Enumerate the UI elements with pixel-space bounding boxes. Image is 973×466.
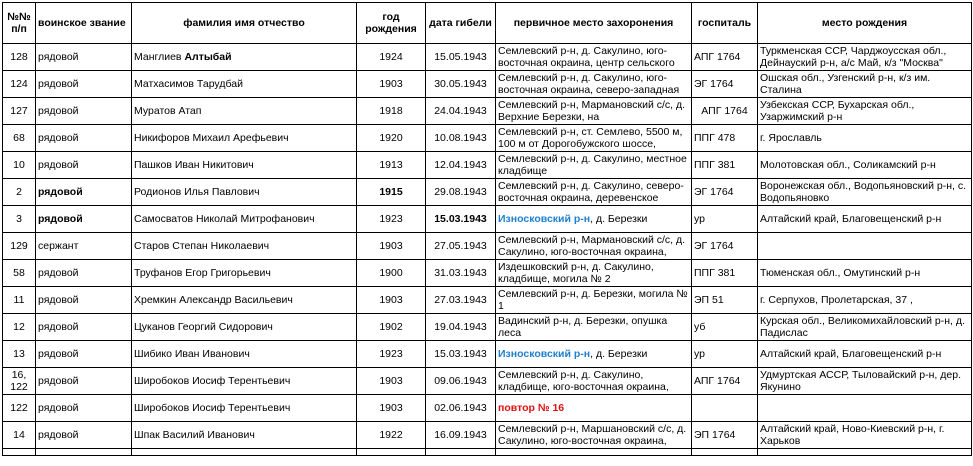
birthplace-text: Воронежская обл., Водопьяновский р-н, с. Водопьяновко xyxy=(760,180,966,204)
cell-name: Пашков Иван Никитович xyxy=(132,152,357,179)
burial-text: Семлевский р-н, Мармановский с/с, д. Сакулино, юго-восточная окраина, xyxy=(498,234,686,258)
birthplace-text: Алтайский край, Благовещенский р-н xyxy=(760,348,942,360)
cell-hospital: ур xyxy=(692,206,758,233)
cell-burial xyxy=(496,341,692,368)
cell-rank: рядовой xyxy=(36,71,132,98)
cell-burial xyxy=(496,287,692,314)
cell-hospital: уб xyxy=(692,314,758,341)
cell-num: 129 xyxy=(3,233,36,260)
burial-district-link[interactable]: Износковский р-н xyxy=(498,348,591,360)
name-highlight: Алтыбай xyxy=(184,51,232,63)
birthplace-text: Узбекская ССР, Бухарская обл., Узаржимский р-н xyxy=(760,99,915,123)
name-part: Манглиев xyxy=(134,51,185,63)
cell-birth-year: 1900 xyxy=(357,260,426,287)
cell-rank: рядовой xyxy=(36,125,132,152)
cell-birthplace xyxy=(758,395,972,422)
cell-hospital: ППГ 381 xyxy=(692,152,758,179)
cell-name: Широбоков Иосиф Терентьевич xyxy=(132,395,357,422)
burial-text: , д. Березки xyxy=(590,213,648,225)
birthplace-text: Курская обл., Великомихайловский р-н, д. Падислас xyxy=(760,315,965,339)
birthplace-text: г. Ярославль xyxy=(760,132,822,144)
burial-text: Семлевский р-н, д. Сакулино, местное кладбище xyxy=(498,153,687,177)
cell-burial xyxy=(496,152,692,179)
cell-burial xyxy=(496,98,692,125)
birthplace-text: Тюменская обл., Омутинский р-н xyxy=(760,267,921,279)
cell-num: 128 xyxy=(3,44,36,71)
cell-num: 127 xyxy=(3,98,36,125)
cell-hospital xyxy=(692,395,758,422)
table-row xyxy=(3,125,972,152)
cell-num: 3 xyxy=(3,206,36,233)
cell-birthplace xyxy=(758,152,972,179)
cell-birth-year: 1902 xyxy=(357,314,426,341)
burial-text: Семлевский р-н, д. Березки, могила № 1 xyxy=(498,288,688,312)
cell-death-date: 15.03.1943 xyxy=(426,206,496,233)
cell-rank: рядовой xyxy=(36,98,132,125)
cell-name: Хремкин Александр Васильевич xyxy=(132,287,357,314)
burial-text: Семлевский р-н, д. Сакулино, юго-восточная окраина, центр сельского xyxy=(498,45,675,69)
cell-birth-year: 1903 xyxy=(357,287,426,314)
birthplace-text: Ошская обл., Узгенский р-н, к/з им. Сталина xyxy=(760,72,931,96)
cell-burial xyxy=(496,314,692,341)
cell-birthplace xyxy=(758,422,972,449)
cell-birth-year: 1922 xyxy=(357,422,426,449)
cell-birthplace xyxy=(758,368,972,395)
cell-name: Старов Степан Николаевич xyxy=(132,233,357,260)
cell-name: Цуканов Георгий Сидорович xyxy=(132,314,357,341)
cell-hospital: АПГ 1764 xyxy=(692,98,758,125)
header-row xyxy=(3,3,972,44)
cell-burial xyxy=(496,260,692,287)
cell-rank: сержант xyxy=(36,233,132,260)
cell-burial xyxy=(496,206,692,233)
cell-death-date: 30.05.1943 xyxy=(426,71,496,98)
cell-name: Широбоков Иосиф Терентьевич xyxy=(132,368,357,395)
cell-num: 16, 122 xyxy=(3,368,36,395)
cell-birth-year: 1920 xyxy=(357,125,426,152)
cell-rank: рядовой xyxy=(36,314,132,341)
cell-num: 68 xyxy=(3,125,36,152)
cell-rank: рядовой xyxy=(36,179,132,206)
cell-death-date: 15.03.1943 xyxy=(426,341,496,368)
burial-text: , д. Березки xyxy=(590,348,648,360)
table-row xyxy=(3,314,972,341)
cell-death-date: 19.04.1943 xyxy=(426,314,496,341)
table-row xyxy=(3,98,972,125)
cell-death-date: 24.04.1943 xyxy=(426,98,496,125)
burial-text: Семлевский р-н, д. Сакулино, северо-восточная окраина, деревенское xyxy=(498,180,684,204)
cell-burial xyxy=(496,125,692,152)
cell-rank: рядовой xyxy=(36,287,132,314)
table-row-partial xyxy=(3,449,972,456)
cell-birthplace xyxy=(758,71,972,98)
cell-name: Самосватов Николай Митрофанович xyxy=(132,206,357,233)
cell-birthplace xyxy=(758,206,972,233)
table-row xyxy=(3,422,972,449)
burial-text: Семлевский р-н, ст. Семлево, 5500 м, 100 м от Дорогобужского шоссе, xyxy=(498,126,683,150)
burial-text: Семлевский р-н, Маршановский с/с, д. Сакулино, юго-восточная окраина, xyxy=(498,423,687,447)
cell-hospital: ЭГ 1764 xyxy=(692,71,758,98)
cell-name: Матхасимов Тарудбай xyxy=(132,71,357,98)
table-row xyxy=(3,341,972,368)
cell-num: 58 xyxy=(3,260,36,287)
cell-birthplace xyxy=(758,260,972,287)
table-row xyxy=(3,206,972,233)
cell-num: 10 xyxy=(3,152,36,179)
cell-death-date: 27.03.1943 xyxy=(426,287,496,314)
birthplace-text: Удмуртская АССР, Тыловайский р-н, дер. Якунино xyxy=(760,369,961,393)
cell-birth-year: 1903 xyxy=(357,368,426,395)
cell-name: Никифоров Михаил Арефьевич xyxy=(132,125,357,152)
birthplace-text: г. Серпухов, Пролетарская, 37 , xyxy=(760,294,913,306)
burial-district-link[interactable]: Износковский р-н xyxy=(498,213,591,225)
table-row xyxy=(3,71,972,98)
burial-text: Вадинский р-н, д. Березки, опушка леса xyxy=(498,315,668,339)
cell-birthplace xyxy=(758,314,972,341)
repeat-note: повтор № 16 xyxy=(498,402,565,414)
cell-hospital: ЭП 1764 xyxy=(692,422,758,449)
cell-birthplace xyxy=(758,44,972,71)
cell-num: 122 xyxy=(3,395,36,422)
cell-name: Шпак Василий Иванович xyxy=(132,422,357,449)
col-header-birth-year: год рождения xyxy=(357,3,426,44)
cell-name: Шибико Иван Иванович xyxy=(132,341,357,368)
cell-name: Труфанов Егор Григорьевич xyxy=(132,260,357,287)
cell-death-date: 02.06.1943 xyxy=(426,395,496,422)
cell-num: 11 xyxy=(3,287,36,314)
cell-rank: рядовой xyxy=(36,44,132,71)
cell-num: 124 xyxy=(3,71,36,98)
col-header-death-date: дата гибели xyxy=(426,3,496,44)
cell-death-date: 16.09.1943 xyxy=(426,422,496,449)
table-row xyxy=(3,233,972,260)
cell-burial xyxy=(496,395,692,422)
cell-birthplace xyxy=(758,98,972,125)
cell-birth-year: 1903 xyxy=(357,395,426,422)
cell-burial xyxy=(496,422,692,449)
cell-num: 2 xyxy=(3,179,36,206)
birthplace-text: Алтайский край, Благовещенский р-н xyxy=(760,213,942,225)
cell-birthplace xyxy=(758,341,972,368)
burial-records-table xyxy=(2,2,972,456)
cell-num: 13 xyxy=(3,341,36,368)
cell-birth-year: 1923 xyxy=(357,206,426,233)
cell-death-date: 29.08.1943 xyxy=(426,179,496,206)
cell-birth-year: 1913 xyxy=(357,152,426,179)
burial-text: Семлевский р-н, д. Сакулино, юго-восточная окраина, северо-западная xyxy=(498,72,680,96)
cell-birthplace xyxy=(758,125,972,152)
birthplace-text: Молотовская обл., Соликамский р-н xyxy=(760,159,936,171)
cell-hospital: ЭГ 1764 xyxy=(692,233,758,260)
cell-death-date: 10.08.1943 xyxy=(426,125,496,152)
cell-name xyxy=(132,44,357,71)
cell-hospital: АПГ 1764 xyxy=(692,368,758,395)
cell-hospital: ЭП 51 xyxy=(692,287,758,314)
cell-burial xyxy=(496,44,692,71)
cell-burial xyxy=(496,233,692,260)
cell-rank: рядовой xyxy=(36,206,132,233)
table-row xyxy=(3,179,972,206)
cell-birthplace xyxy=(758,233,972,260)
col-header-rank: воинское звание xyxy=(36,3,132,44)
cell-birth-year: 1918 xyxy=(357,98,426,125)
table-row xyxy=(3,395,972,422)
birthplace-text: Алтайский край, Ново-Киевский р-н, г. Харьков xyxy=(760,423,945,447)
col-header-name: фамилия имя отчество xyxy=(132,3,357,44)
cell-death-date: 31.03.1943 xyxy=(426,260,496,287)
col-header-num: №№ п/п xyxy=(3,3,36,44)
cell-rank: рядовой xyxy=(36,395,132,422)
cell-burial xyxy=(496,71,692,98)
cell-hospital: ЭГ 1764 xyxy=(692,179,758,206)
burial-text: Семлевский р-н, д. Сакулино, кладбище, юго-восточная окраина, xyxy=(498,369,669,393)
burial-text: Семлевский р-н, Мармановский с/с, д. Верхние Березки, на xyxy=(498,99,686,123)
col-header-burial: первичное место захоронения xyxy=(496,3,692,44)
col-header-birthplace: место рождения xyxy=(758,3,972,44)
table-row xyxy=(3,260,972,287)
table-row xyxy=(3,368,972,395)
cell-birth-year: 1923 xyxy=(357,341,426,368)
cell-hospital: ППГ 478 xyxy=(692,125,758,152)
cell-birthplace xyxy=(758,179,972,206)
cell-birthplace xyxy=(758,287,972,314)
birthplace-text: Туркменская ССР, Чарджоусская обл., Дейнауский р-н, а/с Май, к/з "Москва" xyxy=(760,45,947,69)
table-row xyxy=(3,287,972,314)
cell-burial xyxy=(496,179,692,206)
cell-hospital: ур xyxy=(692,341,758,368)
cell-death-date: 15.05.1943 xyxy=(426,44,496,71)
table-row xyxy=(3,44,972,71)
cell-burial xyxy=(496,368,692,395)
cell-rank: рядовой xyxy=(36,152,132,179)
cell-birth-year: 1903 xyxy=(357,71,426,98)
cell-death-date: 27.05.1943 xyxy=(426,233,496,260)
burial-text: Издешковский р-н, д. Сакулино, кладбище, могила № 2 xyxy=(498,261,654,285)
table-row xyxy=(3,152,972,179)
cell-hospital: ППГ 381 xyxy=(692,260,758,287)
cell-num: 14 xyxy=(3,422,36,449)
cell-birth-year: 1903 xyxy=(357,233,426,260)
cell-birth-year: 1915 xyxy=(357,179,426,206)
cell-num: 12 xyxy=(3,314,36,341)
cell-name: Муратов Атап xyxy=(132,98,357,125)
cell-name: Родионов Илья Павлович xyxy=(132,179,357,206)
cell-death-date: 12.04.1943 xyxy=(426,152,496,179)
cell-rank: рядовой xyxy=(36,368,132,395)
col-header-hospital: госпиталь xyxy=(692,3,758,44)
cell-rank: рядовой xyxy=(36,260,132,287)
cell-rank: рядовой xyxy=(36,341,132,368)
cell-hospital: АПГ 1764 xyxy=(692,44,758,71)
cell-birth-year: 1924 xyxy=(357,44,426,71)
cell-death-date: 09.06.1943 xyxy=(426,368,496,395)
cell-rank: рядовой xyxy=(36,422,132,449)
